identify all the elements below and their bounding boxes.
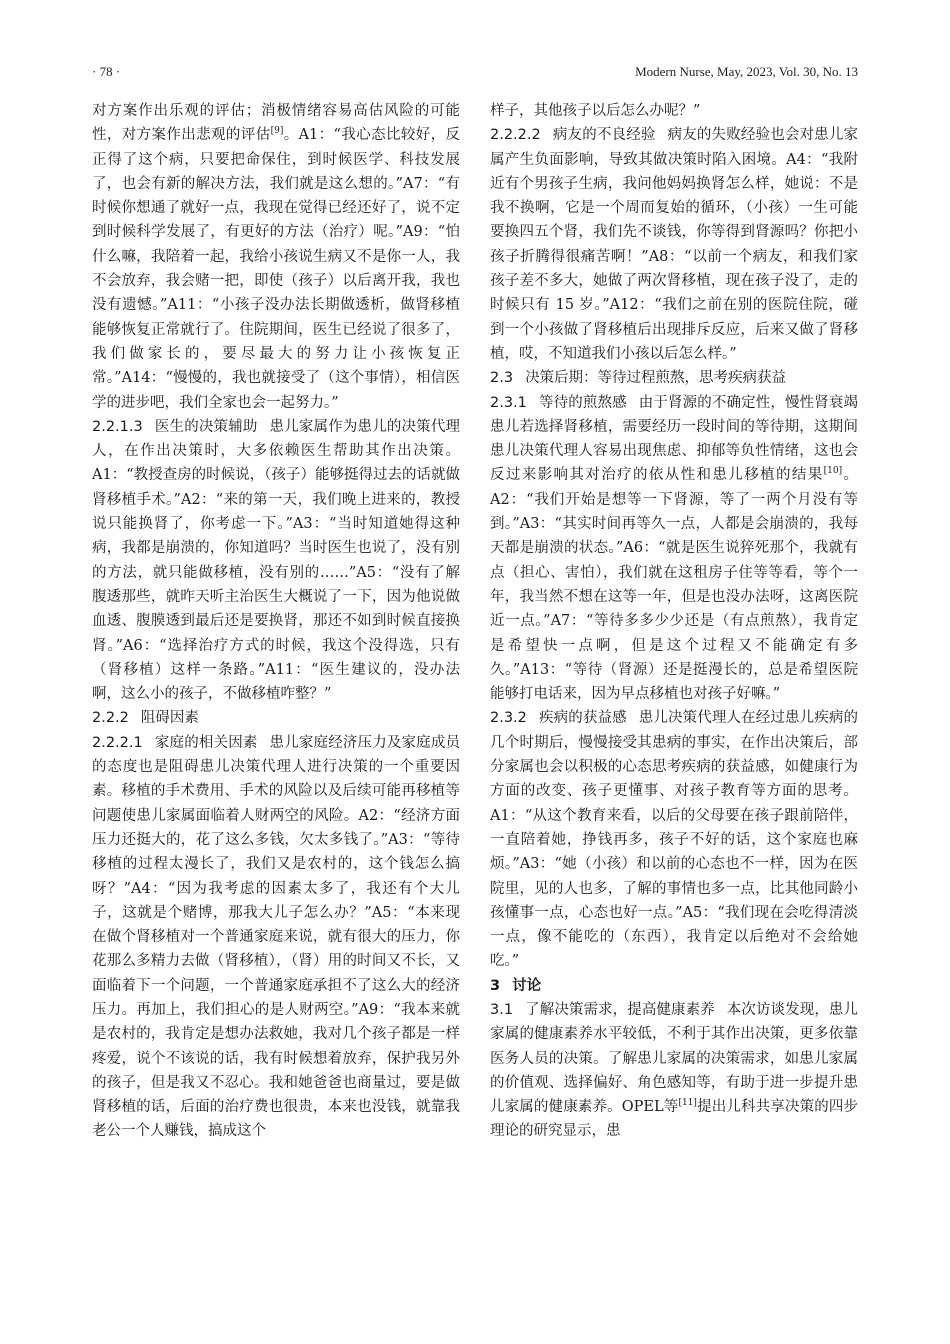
left-column xyxy=(92,99,460,1144)
section-title: 讨论 xyxy=(512,977,542,994)
section-2-3-1: 2.3.1 等待的煎熬感 由于肾源的不确定性，慢性肾衰竭患儿若选择肾移植，需要经历一段时间的等待期，这期间患儿决策代理人容易出现焦虑、抑郁等负性情绪，这也会反过来影响其对治疗的依从性和患儿移植的结果[10]。A2：“我们开始是想等一下肾源，等了一两个月没有等到。”A3：“其实时间再等久一点，人都是会崩溃的，我每天都是崩溃的状态。”A6：“就是医生说猝死那个，我就有点（担心、害怕），我们就在这租房子住等等看，等个一年，我当然不想在这等一年，但是也没办法呀，这离医院近一点。”A7：“等待多多少少还是（有点煎熬），我肯定是希望快一点啊，但是这个过程又不能确定有多久。”A13：“等待（肾源）还是挺漫长的，总是希望医院能够打电话来，因为早点移植也对孩子好嘛。” xyxy=(490,394,858,703)
section-title: 医生的决策辅助 xyxy=(154,418,258,435)
section-number: 3 xyxy=(490,977,501,994)
section-number: 2.3.2 xyxy=(490,710,527,727)
section-number: 2.3 xyxy=(490,370,514,387)
section-2-3-heading xyxy=(490,366,858,390)
paragraph-emotion-assessment: 对方案作出乐观的评估；消极情绪容易高估风险的可能性，对方案作出悲观的评估[9]。A1：“我心态比较好，反正得了这个病，只要把命保住，到时候医学、科技发展了，也会有新的解决方法，我们就是这么想的。”A7：“有时候你想通了就好一点，我现在觉得已经还好了，说不定到时候科学发展了，有更好的方法（治疗）呢。”A9：“怕什么嘛，我陪着一起，我给小孩说生病又不是你一人，我不会放弃，我会赌一把，即使（孩子）以后离开我，我也没有遗憾。”A11：“小孩子没办法长期做透析，做肾移植能够恢复正常就行了。住院期间，医生已经说了很多了，我们做家长的，要尽最大的努力让小孩恢复正常。”A14：“慢慢的，我也就接受了（这个事情），相信医学的进步吧，我们全家也会一起努力。” xyxy=(92,103,460,411)
section-number: 2.3.1 xyxy=(490,394,527,411)
section-body: 由于肾源的不确定性，慢性肾衰竭患儿若选择肾移植，需要经历一段时间的等待期，这期间患儿决策代理人容易出现焦虑、抑郁等负性情绪，这也会反过来影响其对治疗的依从性和患儿移植的结果 xyxy=(490,394,858,484)
section-number: 2.2.2 xyxy=(92,710,129,727)
section-number: 2.2.1.3 xyxy=(92,418,143,435)
section-title: 等待的煎熬感 xyxy=(538,394,627,411)
citation-ref: [10] xyxy=(823,466,843,477)
section-3-heading xyxy=(490,974,858,998)
section-title: 疾病的获益感 xyxy=(538,710,627,727)
section-title: 决策后期：等待过程煎熬，思考疾病获益 xyxy=(525,370,787,387)
section-title: 病友的不良经验 xyxy=(552,127,656,144)
section-number: 3.1 xyxy=(490,1001,514,1018)
section-title: 了解决策需求，提高健康素养 xyxy=(525,1001,715,1018)
citation-ref: [11] xyxy=(678,1098,697,1109)
section-body: 患儿家属作为患儿的决策代理人，在作出决策时，大多依赖医生帮助其作出决策。A1：“教授查房的时候说，（孩子）能够挺得过去的话就做肾移植手术。”A2：“来的第一天，我们晚上进来的，教授说只能换肾了，你考虑一下。”A3：“当时知道她得这种病，我都是崩溃的，你知道吗？当时医生也说了，没有别的方法，就只能做移植，没有别的……”A5：“没有了解腹透那些，就昨天听主治医生大概说了一下，因为他说做血透、腹膜透到最后还是要换肾，那还不如到时候直接换肾。”A6：“选择治疗方式的时候，我这个没得选，只有（肾移植）这样一条路。”A11：“医生建议的，没办法啊，这么小的孩子，不做移植咋整？” xyxy=(92,418,460,703)
section-2-2-2-2 xyxy=(490,123,858,366)
section-2-2-2-heading xyxy=(92,706,460,730)
section-body: 本次访谈发现，患儿家属的健康素养水平较低，不利于其作出决策，更多依靠医务人员的决策。了解患儿家属的决策需求，如患儿家属的价值观、选择偏好、角色感知等，有助于进一步提升患儿家属的健康素养。OPEL等 xyxy=(490,1001,858,1116)
right-column xyxy=(490,99,858,1144)
page-number: · 78 · xyxy=(92,64,121,79)
section-title: 阻碍因素 xyxy=(140,710,199,727)
section-number: 2.2.2.2 xyxy=(490,127,541,144)
paragraph-continuation: 样子，其他孩子以后怎么办呢？” xyxy=(490,103,701,119)
citation-ref: [9] xyxy=(270,126,284,137)
running-header xyxy=(92,64,858,84)
section-2-2-2-1 xyxy=(92,731,460,1144)
section-number: 2.2.2.1 xyxy=(92,734,143,751)
section-body: 病友的失败经验也会对患儿家属产生负面影响，导致其做决策时陷入困境。A4：“我附近有个男孩子生病，我问他妈妈换肾怎么样，她说：不是我不换啊，它是一个周而复始的循环，（小孩）一生可能要换四五个肾，我们先不谈钱，你等得到肾源吗？你把小孩子折腾得很痛苦啊！”A8：“以前一个病友，和我们家孩子差不多大，她做了两次肾移植，现在孩子没了，走的时候只有 15 岁。”A12：“我们之前在别的医院住院，碰到一个小孩做了肾移植后出现排斥反应，后来又做了肾移植，哎，不知道我们小孩以后怎么样。” xyxy=(490,127,858,362)
section-2-2-1-3 xyxy=(92,415,460,707)
section-title: 家庭的相关因素 xyxy=(154,734,258,751)
section-body: 患儿家庭经济压力及家庭成员的态度也是阻碍患儿决策代理人进行决策的一个重要因素。移植的手术费用、手术的风险以及后续可能再移植等问题使患儿家属面临着人财两空的风险。A2：“经济方面压力还挺大的，花了这么多钱，欠太多钱了。”A3：“等待移植的过程太漫长了，我们又是农村的，这个钱怎么搞呀？”A4：“因为我考虑的因素太多了，我还有个大儿子，这就是个赌博，那我大儿子怎么办？”A5：“本来现在做个肾移植对一个普通家庭来说，就有很大的压力，你花那么多精力去做（肾移植），（肾）用的时间又不长，又面临着下一个问题，一个普通家庭承担不了这么大的经济压力。再加上，我们担心的是人财两空。”A9：“我本来就是农村的，我肯定是想办法救她，我对几个孩子都是一样疼爱，说个不该说的话，我有时候想着放弃，保护我另外的孩子，但是我又不忍心。我和她爸爸也商量过，要是做肾移植的话，后面的治疗费也很贵，本来也没钱，就靠我老公一个人赚钱，搞成这个 xyxy=(92,734,460,1140)
section-2-3-2 xyxy=(490,706,858,973)
section-body: 患儿决策代理人在经过患儿疾病的几个时期后，慢慢接受其患病的事实，在作出决策后，部分家属也会以积极的心态思考疾病的获益感，如健康行为方面的改变、孩子更懂事、对孩子教育等方面的思考。A1：“从这个教育来看，以后的父母要在孩子跟前陪伴，一直陪着她，挣钱再多，孩子不好的话，这个家庭也麻烦。”A3：“她（小孩）和以前的心态也不一样，因为在医院里，见的人也多，了解的事情也多一点，比其他同龄小孩懂事一点，心态也好一点。”A5：“我们现在会吃得清淡一点，像不能吃的（东西），我肯定以后绝对不会给她吃。” xyxy=(490,710,858,970)
journal-citation: Modern Nurse, May, 2023, Vol. 30, No. 13 xyxy=(635,64,858,79)
section-3-1: 3.1 了解决策需求，提高健康素养 本次访谈发现，患儿家属的健康素养水平较低，不利于其作出决策，更多依靠医务人员的决策。了解患儿家属的决策需求，如患儿家属的价值观、选择偏好、角色感知等，有助于进一步提升患儿家属的健康素养。OPEL等[11]提出儿科共享决策的四步理论的研究显示，患 xyxy=(490,1001,858,1140)
